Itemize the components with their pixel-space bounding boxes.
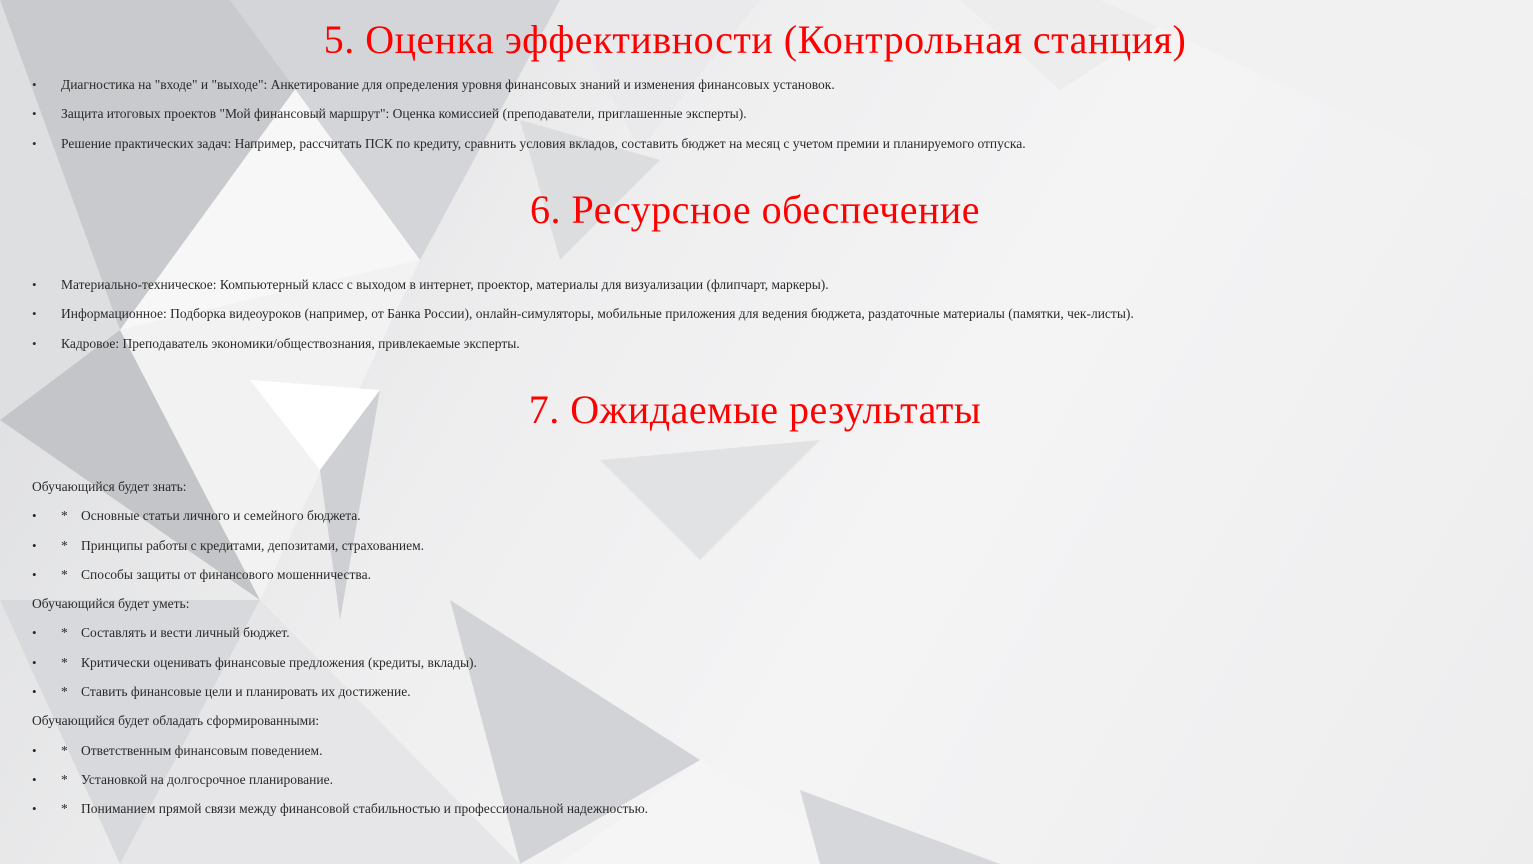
list-item [0,567,1000,596]
bullet-icon: • [32,684,37,700]
bullet-icon: • [32,742,37,758]
bullet-icon: • [32,537,37,553]
list-item [0,772,1000,801]
group-intro-text: Обучающийся будет знать: [32,479,187,494]
list-item [0,538,1000,567]
bullet-icon: • [32,771,37,787]
section-7-results [0,479,1000,831]
section-5-title: 5. Оценка эффективности (Контрольная станция) [323,17,1187,62]
asterisk-icon: * [61,742,68,758]
list-item [0,508,1000,537]
bullet-icon: • [32,306,37,322]
list-item-text: Решение практических задач: Например, рассчитать ПСК по кредиту, сравнить условия вкладов, составить бюджет на месяц с учетом премии и планируемого отпуска. [61,135,1026,151]
asterisk-icon: * [61,684,68,700]
list-item-text: Принципы работы с кредитами, депозитами, страхованием. [81,537,425,553]
list-item [0,625,1000,654]
asterisk-icon: * [61,771,68,787]
asterisk-icon: * [61,654,68,670]
results-group-intro [0,596,1000,625]
asterisk-icon: * [61,566,68,582]
asterisk-icon: * [61,508,68,524]
asterisk-icon: * [61,625,68,641]
group-intro-text: Обучающийся будет обладать сформированными: [32,713,320,729]
bullet-icon: • [32,77,37,92]
list-item-text: Пониманием прямой связи между финансовой стабильностью и профессиональной надежностью. [81,801,649,817]
list-item-text: Материально-техническое: Компьютерный класс с выходом в интернет, проектор, материалы для визуализации (флипчарт, маркеры). [61,277,829,292]
list-item-text: Информационное: Подборка видеоуроков (например, от Банка России), онлайн-симуляторы, мобильные приложения для ведения бюджета, раздаточные материалы (памятки, чек-листы). [61,306,1134,322]
list-item-text: Диагностика на "входе" и "выходе": Анкетирование для определения уровня финансовых знаний и изменения финансовых установок. [61,77,835,92]
asterisk-icon: * [61,537,68,553]
bullet-icon: • [32,654,37,670]
bullet-icon: • [32,566,37,582]
bullet-icon: • [32,625,37,641]
list-item-text: Ответственным финансовым поведением. [81,742,323,758]
group-intro-text: Обучающийся будет уметь: [32,596,190,612]
bullet-icon: • [32,135,37,151]
list-item-text: Составлять и вести личный бюджет. [81,625,290,641]
section-7-title: 7. Ожидаемые результаты [528,387,982,432]
bullet-icon: • [32,106,37,122]
bullet-icon: • [32,277,37,292]
results-group-intro [0,713,1000,742]
list-item-text: Установкой на долгосрочное планирование. [81,771,333,787]
bullet-icon: • [32,801,37,817]
list-item-text: Ставить финансовые цели и планировать их достижение. [81,684,411,700]
asterisk-icon: * [61,801,68,817]
list-item [0,655,1000,684]
list-item [0,684,1000,713]
list-item [0,801,1000,830]
results-group-intro [0,479,1000,508]
list-item-text: Критически оценивать финансовые предложения (кредиты, вклады). [81,654,477,670]
list-item [0,743,1000,772]
list-item-text: Способы защиты от финансового мошенничества. [81,566,371,582]
section-6-title: 6. Ресурсное обеспечение [529,187,981,232]
list-item-text: Кадровое: Преподаватель экономики/обществознания, привлекаемые эксперты. [61,335,520,351]
list-item-text: Основные статьи личного и семейного бюджета. [81,508,361,524]
bullet-icon: • [32,508,37,524]
list-item-text: Защита итоговых проектов "Мой финансовый маршрут": Оценка комиссией (преподаватели, приглашенные эксперты). [61,106,747,122]
bullet-icon: • [32,335,37,351]
